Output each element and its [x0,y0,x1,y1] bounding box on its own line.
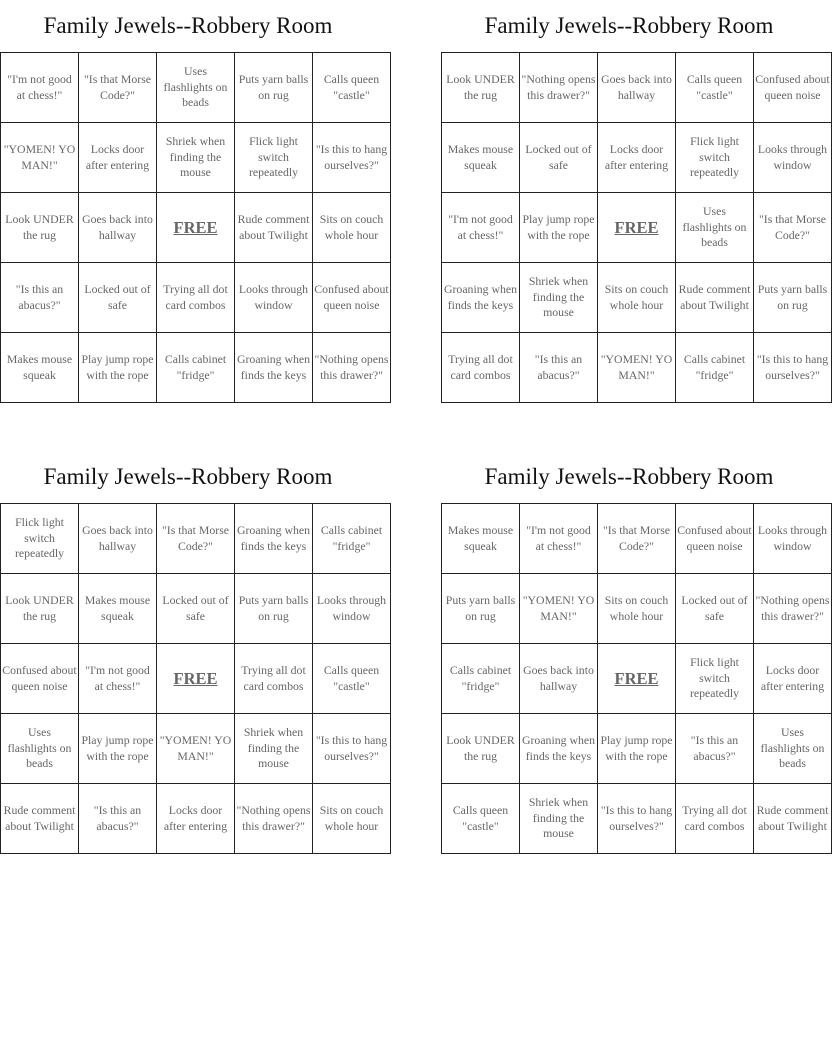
grid-cell: "I'm not good at chess!" [520,504,598,574]
grid-cell: Calls queen "castle" [676,53,754,123]
grid-cell: "I'm not good at chess!" [1,53,79,123]
grid-cell: "Is that Morse Code?" [157,504,235,574]
grid-cell: Calls cabinet "fridge" [313,504,391,574]
grid-row [1,263,391,333]
grid-row [1,504,391,574]
grid-cell: Uses flashlights on beads [676,193,754,263]
grid-cell: "Is this to hang ourselves?" [313,714,391,784]
grid-cell: Puts yarn balls on rug [235,53,313,123]
grid-cell: Trying all dot card combos [676,784,754,854]
free-space: FREE [598,193,676,263]
grid-cell: Trying all dot card combos [442,333,520,403]
grid-cell: Uses flashlights on beads [754,714,832,784]
grid-cell: "Is this to hang ourselves?" [313,123,391,193]
grid-cell: Look UNDER the rug [442,714,520,784]
free-space: FREE [157,644,235,714]
grid-row [1,714,391,784]
grid-cell: Flick light switch repeatedly [676,644,754,714]
grid-cell: "Is that Morse Code?" [754,193,832,263]
grid-row [442,504,832,574]
grid-cell: Sits on couch whole hour [598,574,676,644]
grid-cell: Play jump rope with the rope [79,714,157,784]
grid-cell: Calls cabinet "fridge" [157,333,235,403]
grid-cell: Groaning when finds the keys [235,333,313,403]
grid-row [442,574,832,644]
grid-cell: Locks door after entering [598,123,676,193]
card-title: Family Jewels--Robbery Room [43,13,333,38]
grid-row [442,644,832,714]
grid-cell: "Is this an abacus?" [520,333,598,403]
grid-cell: "YOMEN! YO MAN!" [1,123,79,193]
grid-cell: "Is this an abacus?" [1,263,79,333]
grid-row [442,53,832,123]
grid-cell: Locks door after entering [79,123,157,193]
bingo-grid [441,52,832,403]
grid-cell: Sits on couch whole hour [313,193,391,263]
grid-cell: "Nothing opens this drawer?" [520,53,598,123]
grid-cell: Look UNDER the rug [1,574,79,644]
grid-cell: Puts yarn balls on rug [442,574,520,644]
grid-cell: Calls queen "castle" [313,644,391,714]
grid-cell: "Is this an abacus?" [79,784,157,854]
grid-cell: Sits on couch whole hour [598,263,676,333]
grid-cell: Sits on couch whole hour [313,784,391,854]
grid-cell: Rude comment about Twilight [754,784,832,854]
grid-cell: Makes mouse squeak [442,123,520,193]
grid-cell: Groaning when finds the keys [235,504,313,574]
grid-cell: "I'm not good at chess!" [79,644,157,714]
grid-cell: Locked out of safe [79,263,157,333]
grid-cell: Looks through window [754,504,832,574]
grid-cell: Calls queen "castle" [442,784,520,854]
grid-cell: Locked out of safe [676,574,754,644]
grid-row [442,714,832,784]
grid-cell: Flick light switch repeatedly [676,123,754,193]
grid-cell: "Is this to hang ourselves?" [754,333,832,403]
grid-row [1,193,391,263]
grid-cell: Shriek when finding the mouse [520,263,598,333]
grid-cell: Puts yarn balls on rug [754,263,832,333]
free-space: FREE [157,193,235,263]
grid-cell: Play jump rope with the rope [79,333,157,403]
grid-row [1,574,391,644]
grid-cell: Shriek when finding the mouse [520,784,598,854]
grid-cell: Look UNDER the rug [1,193,79,263]
grid-cell: Makes mouse squeak [1,333,79,403]
grid-row [442,123,832,193]
grid-cell: Shriek when finding the mouse [235,714,313,784]
grid-cell: Rude comment about Twilight [1,784,79,854]
grid-row [1,784,391,854]
grid-cell: Locks door after entering [157,784,235,854]
grid-cell: Goes back into hallway [79,193,157,263]
grid-cell: "YOMEN! YO MAN!" [157,714,235,784]
grid-cell: Flick light switch repeatedly [235,123,313,193]
grid-cell: Play jump rope with the rope [520,193,598,263]
grid-cell: Confused about queen noise [313,263,391,333]
grid-cell: Uses flashlights on beads [157,53,235,123]
grid-cell: "Is that Morse Code?" [79,53,157,123]
grid-cell: Confused about queen noise [1,644,79,714]
grid-cell: Locked out of safe [520,123,598,193]
card-title: Family Jewels--Robbery Room [484,13,774,38]
grid-cell: Calls queen "castle" [313,53,391,123]
grid-cell: Locked out of safe [157,574,235,644]
grid-cell: Makes mouse squeak [79,574,157,644]
grid-cell: Look UNDER the rug [442,53,520,123]
grid-cell: Confused about queen noise [754,53,832,123]
grid-cell: "YOMEN! YO MAN!" [598,333,676,403]
grid-cell: Trying all dot card combos [235,644,313,714]
grid-cell: Goes back into hallway [79,504,157,574]
grid-cell: Confused about queen noise [676,504,754,574]
card-title: Family Jewels--Robbery Room [43,464,333,489]
grid-cell: Looks through window [313,574,391,644]
grid-cell: Goes back into hallway [520,644,598,714]
grid-cell: "Is this an abacus?" [676,714,754,784]
card-title: Family Jewels--Robbery Room [484,464,774,489]
grid-row [1,53,391,123]
grid-cell: Makes mouse squeak [442,504,520,574]
grid-cell: "I'm not good at chess!" [442,193,520,263]
grid-cell: Uses flashlights on beads [1,714,79,784]
grid-cell: Calls cabinet "fridge" [442,644,520,714]
bingo-card-2 [441,0,830,403]
grid-cell: Groaning when finds the keys [442,263,520,333]
grid-cell: Flick light switch repeatedly [1,504,79,574]
grid-cell: Rude comment about Twilight [676,263,754,333]
bingo-card-1 [0,0,389,403]
grid-row [442,193,832,263]
grid-cell: Looks through window [754,123,832,193]
grid-cell: "Is that Morse Code?" [598,504,676,574]
bingo-card-4 [441,451,830,854]
bingo-grid [0,503,391,854]
grid-cell: Looks through window [235,263,313,333]
grid-cell: Play jump rope with the rope [598,714,676,784]
grid-cell: Shriek when finding the mouse [157,123,235,193]
grid-cell: Goes back into hallway [598,53,676,123]
bingo-grid [0,52,391,403]
grid-row [442,263,832,333]
grid-row [1,123,391,193]
grid-row [442,784,832,854]
grid-cell: Puts yarn balls on rug [235,574,313,644]
free-space: FREE [598,644,676,714]
grid-row [1,644,391,714]
grid-row [1,333,391,403]
bingo-grid [441,503,832,854]
grid-row [442,333,832,403]
grid-cell: "Is this to hang ourselves?" [598,784,676,854]
grid-cell: Trying all dot card combos [157,263,235,333]
grid-cell: "Nothing opens this drawer?" [313,333,391,403]
bingo-card-3 [0,451,388,854]
grid-cell: "YOMEN! YO MAN!" [520,574,598,644]
grid-cell: "Nothing opens this drawer?" [235,784,313,854]
grid-cell: Groaning when finds the keys [520,714,598,784]
grid-cell: Calls cabinet "fridge" [676,333,754,403]
grid-cell: "Nothing opens this drawer?" [754,574,832,644]
grid-cell: Locks door after entering [754,644,832,714]
grid-cell: Rude comment about Twilight [235,193,313,263]
